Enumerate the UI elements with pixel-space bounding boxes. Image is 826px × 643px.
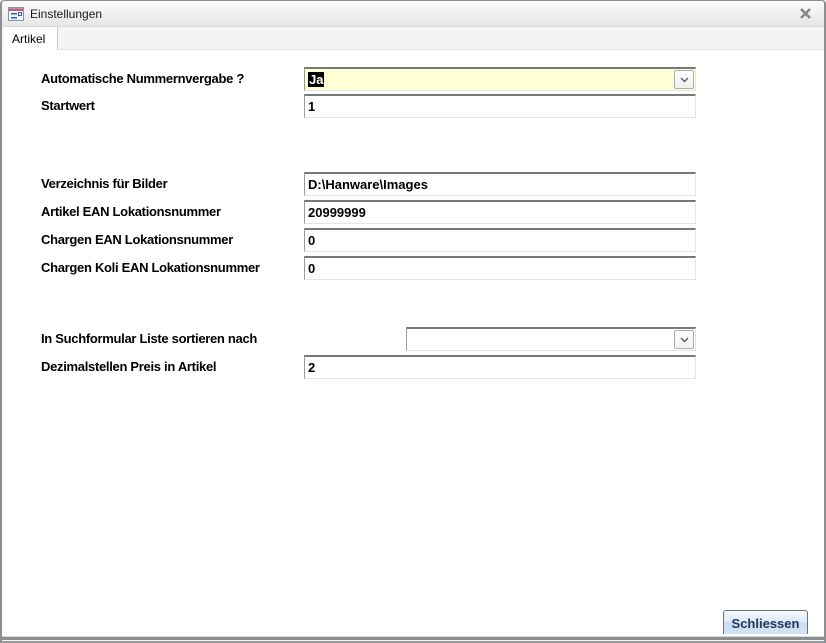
form-content [2,50,824,634]
tab-strip [2,27,824,50]
chevron-down-icon[interactable] [674,70,694,89]
schliessen-button[interactable]: Schliessen [723,610,808,636]
dropdown-value [305,69,673,90]
verzeichnis-bilder-input[interactable]: D:\Hanware\Images [304,172,696,196]
close-x-icon [799,8,812,19]
dropdown-value [407,329,673,350]
label-chargen-ean: Chargen EAN Lokationsnummer [41,232,233,247]
label-chargen-koli-ean: Chargen Koli EAN Lokationsnummer [41,260,260,275]
chargen-koli-ean-input[interactable]: 0 [304,256,696,280]
window-bottom-frame [2,634,824,643]
chargen-ean-input[interactable]: 0 [304,228,696,252]
label-such-sortierung: In Suchformular Liste sortieren nach [41,331,258,346]
artikel-ean-input[interactable]: 20999999 [304,200,696,224]
dezimalstellen-input[interactable]: 2 [304,355,696,379]
label-startwert: Startwert [41,98,95,113]
selected-text: Ja [309,72,324,87]
chevron-down-icon[interactable] [674,330,694,349]
tab-artikel[interactable] [3,27,58,50]
label-dezimalstellen: Dezimalstellen Preis in Artikel [41,359,217,374]
window-title: Einstellungen [30,6,103,21]
close-button[interactable] [796,6,814,22]
label-verzeichnis-bilder: Verzeichnis für Bilder [41,176,168,191]
auto-nummernvergabe-dropdown[interactable] [304,67,696,91]
titlebar [2,1,824,27]
label-artikel-ean: Artikel EAN Lokationsnummer [41,204,221,219]
startwert-input[interactable]: 1 [304,94,696,118]
such-sortierung-dropdown[interactable] [406,327,696,351]
label-auto-nummernvergabe: Automatische Nummernvergabe ? [41,71,244,86]
tab-label: Artikel [12,31,46,46]
form-window-icon [8,7,24,21]
